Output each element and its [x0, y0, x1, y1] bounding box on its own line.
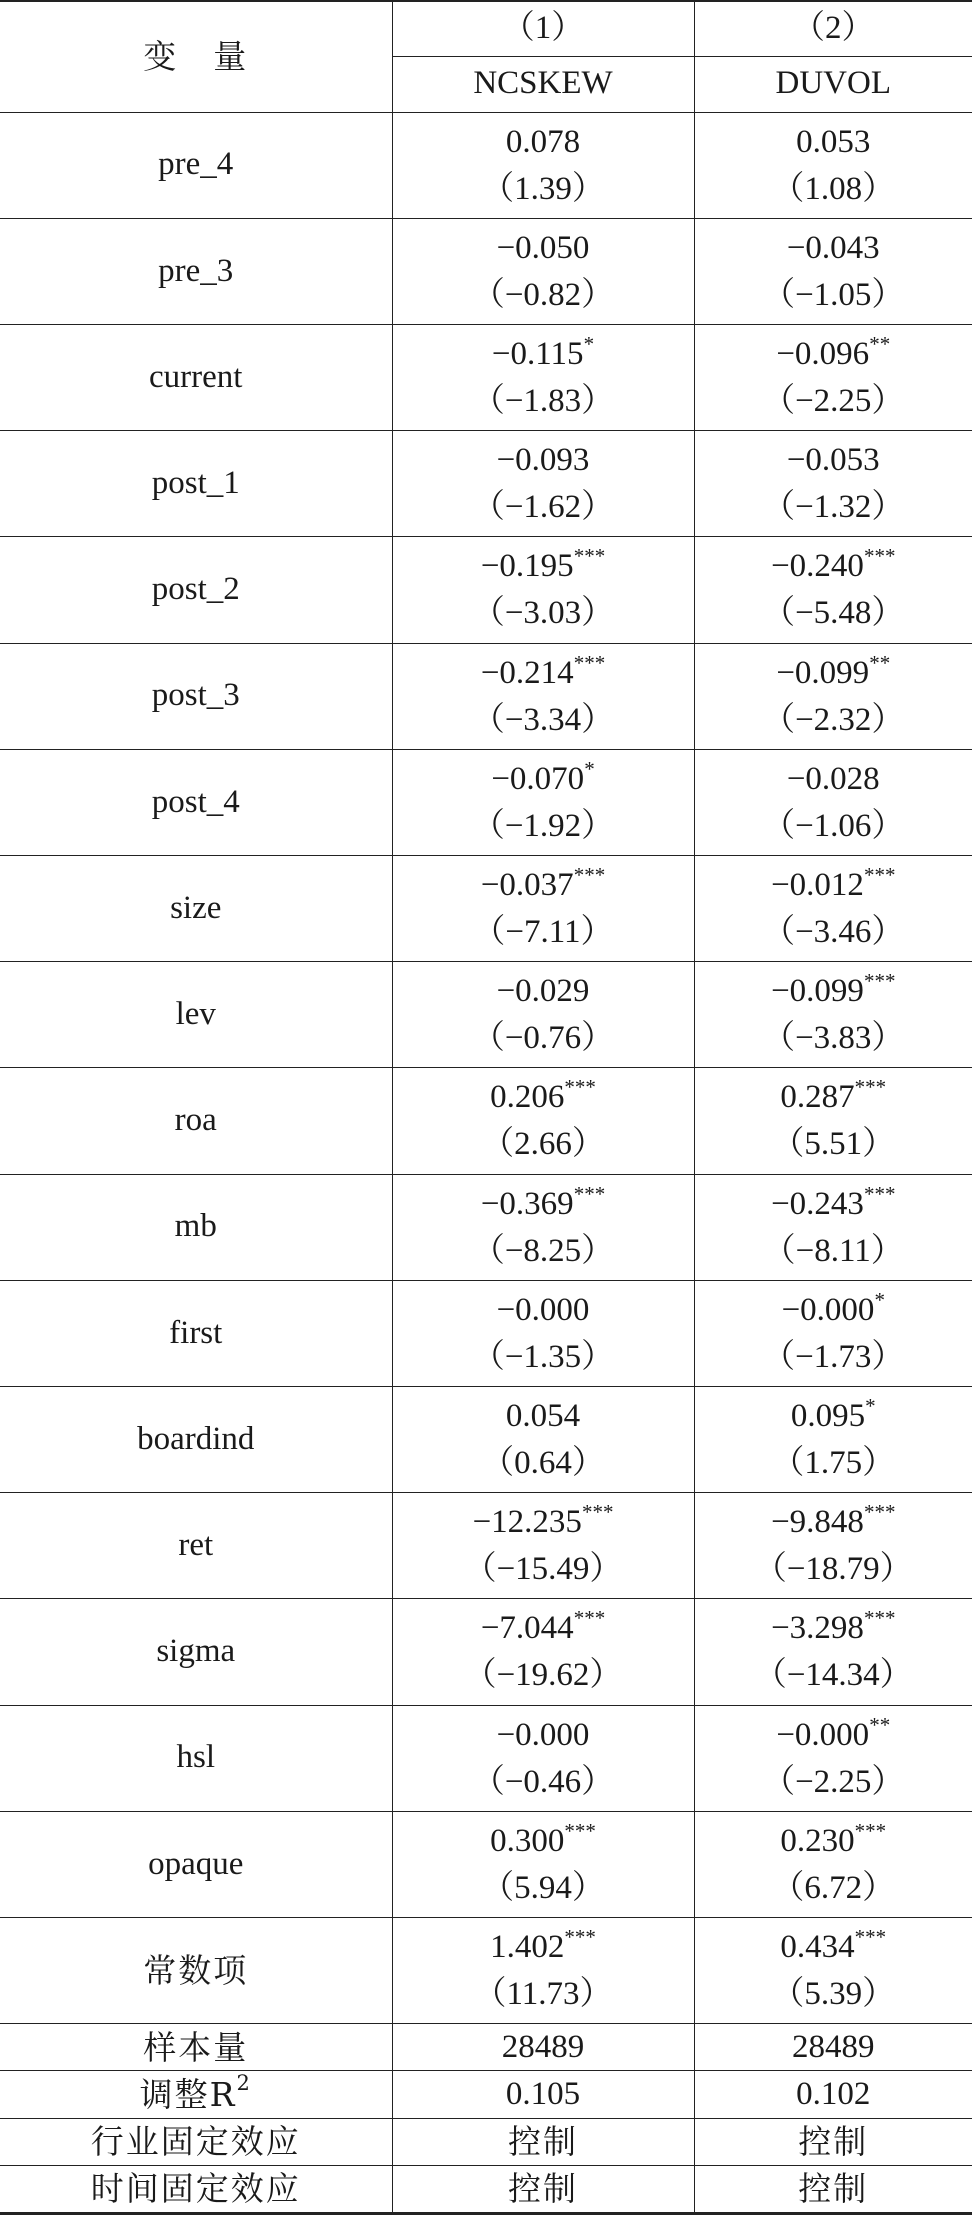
coefficient-value: −0.240 [771, 548, 864, 585]
coefficient-value: −0.115 [491, 336, 584, 372]
table-row [0, 1599, 972, 1705]
stat-row [0, 2071, 972, 2118]
header-row-index [0, 1, 972, 56]
stat-row [0, 2165, 972, 2213]
ncskew-cell [392, 324, 694, 430]
ncskew-cell [392, 749, 694, 855]
t-statistic: （−2.32） [762, 701, 905, 738]
variable-name: roa [0, 1068, 392, 1174]
ncskew-cell [392, 962, 694, 1068]
coefficient-line [695, 1819, 972, 1866]
stat-label-text: 样本量 [143, 2027, 249, 2067]
ncskew-cell [392, 537, 694, 643]
stat-label [0, 2118, 392, 2165]
variable-name: current [0, 324, 392, 430]
significance-stars: *** [564, 1818, 596, 1843]
table-row [0, 1174, 972, 1280]
coefficient-line [695, 969, 972, 1016]
variable-name: sigma [0, 1599, 392, 1705]
coefficient-line [393, 120, 694, 167]
stat-label [0, 2071, 392, 2118]
duvol-stat: 28489 [694, 2024, 972, 2071]
t-statistic: （−15.49） [463, 1551, 623, 1588]
duvol-cell [694, 749, 972, 855]
variable-header: 变 量 [0, 1, 392, 112]
duvol-cell [694, 1705, 972, 1811]
coefficient-line [393, 1288, 694, 1335]
duvol-stat: 控制 [694, 2165, 972, 2213]
table-row [0, 1068, 972, 1174]
table-body [0, 112, 972, 2214]
ncskew-cell [392, 112, 694, 218]
stat-label-text: 调整R [139, 2074, 237, 2114]
table-row [0, 537, 972, 643]
significance-stars: *** [573, 1181, 606, 1206]
coefficient-line [393, 544, 694, 591]
significance-stars: *** [573, 1606, 606, 1631]
t-statistic: （−2.25） [762, 383, 905, 419]
variable-name: opaque [0, 1811, 392, 1917]
significance-stars: *** [863, 1606, 896, 1631]
significance-stars: * [865, 1394, 876, 1419]
coefficient-value: 1.402 [490, 1929, 565, 1966]
ncskew-cell [392, 1493, 694, 1599]
coefficient-line [393, 651, 694, 698]
duvol-cell [694, 537, 972, 643]
significance-stars: *** [854, 1925, 887, 1950]
coefficient-value: 0.095 [790, 1398, 866, 1435]
table-row [0, 1917, 972, 2023]
t-statistic: （−3.83） [762, 1020, 905, 1057]
coefficient-line [393, 332, 694, 379]
coefficient-line [695, 1182, 972, 1229]
coefficient-line [393, 1182, 694, 1229]
t-statistic: （−1.35） [471, 1338, 615, 1375]
col2-name: DUVOL [694, 56, 972, 112]
coefficient-value: −0.099 [776, 654, 870, 691]
stat-row [0, 2024, 972, 2071]
coefficient-line [393, 757, 694, 804]
table-row [0, 749, 972, 855]
coefficient-line [695, 120, 972, 167]
t-statistic: （−3.34） [471, 701, 615, 738]
table-row [0, 218, 972, 324]
duvol-cell [694, 1068, 972, 1174]
significance-stars: *** [863, 1181, 896, 1206]
coefficient-value: −0.093 [496, 442, 590, 479]
coefficient-value: −0.243 [771, 1185, 864, 1222]
t-statistic: （1.39） [481, 170, 605, 207]
t-statistic: （1.08） [771, 170, 896, 207]
variable-name: 常数项 [0, 1917, 392, 2023]
duvol-cell [694, 855, 972, 961]
table-row [0, 1493, 972, 1599]
duvol-cell [694, 643, 972, 749]
variable-name: mb [0, 1174, 392, 1280]
variable-name: post_1 [0, 431, 392, 537]
coefficient-line [695, 1075, 972, 1122]
duvol-cell [694, 1599, 972, 1705]
coefficient-value: −0.070 [491, 760, 585, 797]
coefficient-value: 0.434 [780, 1929, 855, 1966]
t-statistic: （−7.11） [472, 914, 614, 951]
duvol-stat: 0.102 [694, 2071, 972, 2118]
stat-label-text: 时间固定效应 [90, 2169, 301, 2209]
t-statistic: （−1.73） [762, 1338, 905, 1375]
ncskew-cell [392, 1599, 694, 1705]
coefficient-line [695, 757, 972, 804]
ncskew-stat: 0.105 [392, 2071, 694, 2118]
significance-stars: ** [869, 650, 891, 675]
table-row [0, 324, 972, 430]
duvol-cell [694, 1917, 972, 2023]
table-header [0, 1, 972, 112]
t-statistic: （−3.46） [762, 914, 905, 951]
t-statistic: （−18.79） [753, 1551, 913, 1588]
coefficient-line [393, 226, 694, 273]
coefficient-value: 0.078 [505, 123, 581, 160]
duvol-cell [694, 1280, 972, 1386]
coefficient-value: −3.298 [771, 1610, 864, 1647]
ncskew-cell [392, 643, 694, 749]
ncskew-cell [392, 1174, 694, 1280]
variable-name: lev [0, 962, 392, 1068]
superscript: 2 [236, 2070, 252, 2095]
table-row [0, 1280, 972, 1386]
variable-name: first [0, 1280, 392, 1386]
coefficient-line [393, 1606, 694, 1653]
ncskew-cell [392, 1917, 694, 2023]
col2-index: （2） [694, 1, 972, 56]
significance-stars: * [874, 1287, 885, 1312]
table-row [0, 643, 972, 749]
ncskew-cell [392, 1811, 694, 1917]
variable-name: post_3 [0, 643, 392, 749]
coefficient-value: −9.848 [771, 1504, 864, 1541]
coefficient-value: −0.096 [776, 336, 870, 372]
coefficient-value: −0.028 [786, 760, 880, 797]
coefficient-value: −0.053 [786, 442, 880, 479]
ncskew-stat: 28489 [392, 2024, 694, 2071]
coefficient-line [393, 1500, 694, 1547]
coefficient-value: −0.000 [496, 1716, 590, 1753]
coefficient-value: −0.012 [771, 867, 864, 904]
table-row [0, 962, 972, 1068]
significance-stars: *** [863, 969, 896, 994]
t-statistic: （−0.76） [471, 1020, 615, 1057]
significance-stars: *** [854, 1818, 887, 1843]
coefficient-value: −0.029 [496, 973, 590, 1010]
t-statistic: （6.72） [771, 1869, 896, 1906]
t-statistic: （−2.25） [762, 1763, 905, 1800]
duvol-cell [694, 1386, 972, 1492]
stat-row [0, 2118, 972, 2165]
col1-name: NCSKEW [392, 56, 694, 112]
variable-name: pre_3 [0, 218, 392, 324]
significance-stars: ** [869, 332, 891, 356]
coefficient-value: −0.369 [480, 1185, 574, 1222]
significance-stars: *** [573, 544, 606, 569]
t-statistic: （−1.83） [471, 383, 615, 419]
t-statistic: （5.39） [771, 1976, 896, 2013]
coefficient-value: 0.300 [490, 1822, 565, 1859]
t-statistic: （−1.62） [471, 489, 615, 526]
coefficient-value: −7.044 [480, 1610, 574, 1647]
duvol-cell [694, 218, 972, 324]
t-statistic: （−8.11） [762, 1232, 904, 1269]
coefficient-value: −0.214 [480, 654, 574, 691]
t-statistic: （−1.32） [762, 489, 905, 526]
duvol-cell [694, 112, 972, 218]
coefficient-value: −0.099 [771, 973, 864, 1010]
coefficient-value: 0.230 [780, 1822, 855, 1859]
significance-stars: *** [581, 1500, 614, 1525]
t-statistic: （5.94） [481, 1869, 605, 1906]
coefficient-value: −0.000 [776, 1716, 870, 1753]
coefficient-line [695, 544, 972, 591]
significance-stars: *** [863, 863, 896, 888]
ncskew-cell [392, 1280, 694, 1386]
coefficient-line [695, 863, 972, 910]
significance-stars: ** [869, 1712, 891, 1737]
coefficient-line [393, 1075, 694, 1122]
ncskew-cell [392, 1386, 694, 1492]
significance-stars: *** [863, 1500, 896, 1525]
t-statistic: （−14.34） [753, 1657, 913, 1694]
coefficient-value: −0.037 [480, 867, 574, 904]
variable-name: boardind [0, 1386, 392, 1492]
coefficient-line [393, 1925, 694, 1972]
coefficient-line [393, 1713, 694, 1760]
t-statistic: （−0.82） [471, 276, 615, 313]
duvol-cell [694, 431, 972, 537]
variable-name: ret [0, 1493, 392, 1599]
table-row [0, 1811, 972, 1917]
coefficient-line [695, 226, 972, 273]
coefficient-value: −0.043 [786, 229, 880, 266]
duvol-stat: 控制 [694, 2118, 972, 2165]
coefficient-line [695, 438, 972, 485]
t-statistic: （1.75） [771, 1445, 896, 1482]
coefficient-value: 0.054 [505, 1398, 581, 1435]
coefficient-line [695, 1713, 972, 1760]
table-row [0, 431, 972, 537]
t-statistic: （−3.03） [471, 595, 615, 632]
variable-name: pre_4 [0, 112, 392, 218]
t-statistic: （−19.62） [463, 1657, 623, 1694]
coefficient-value: −0.050 [496, 229, 590, 266]
ncskew-cell [392, 1068, 694, 1174]
ncskew-cell [392, 431, 694, 537]
significance-stars: *** [573, 863, 606, 888]
table-row [0, 112, 972, 218]
t-statistic: （−1.92） [471, 807, 615, 844]
coefficient-value: 0.287 [780, 1079, 855, 1116]
duvol-cell [694, 1811, 972, 1917]
t-statistic: （−8.25） [471, 1232, 615, 1269]
coefficient-value: −0.195 [480, 548, 574, 585]
stat-label [0, 2024, 392, 2071]
variable-name: post_2 [0, 537, 392, 643]
coefficient-value: −12.235 [472, 1504, 582, 1541]
significance-stars: *** [573, 650, 606, 675]
coefficient-line [393, 863, 694, 910]
t-statistic: （2.66） [481, 1126, 605, 1163]
coefficient-line [695, 1500, 972, 1547]
ncskew-stat: 控制 [392, 2118, 694, 2165]
coefficient-value: 0.206 [490, 1079, 565, 1116]
variable-name: hsl [0, 1705, 392, 1811]
t-statistic: （11.73） [473, 1976, 613, 2013]
ncskew-cell [392, 218, 694, 324]
ncskew-cell [392, 855, 694, 961]
stat-label-text: 行业固定效应 [90, 2121, 301, 2161]
variable-name: post_4 [0, 749, 392, 855]
coefficient-line [695, 332, 972, 379]
coefficient-line [393, 969, 694, 1016]
col1-index: （1） [392, 1, 694, 56]
stat-label [0, 2165, 392, 2213]
t-statistic: （5.51） [771, 1126, 896, 1163]
coefficient-line [695, 1288, 972, 1335]
coefficient-line [695, 1394, 972, 1441]
duvol-cell [694, 1493, 972, 1599]
coefficient-line [695, 1606, 972, 1653]
coefficient-line [695, 1925, 972, 1972]
t-statistic: （−5.48） [762, 595, 905, 632]
duvol-cell [694, 324, 972, 430]
t-statistic: （−0.46） [471, 1763, 615, 1800]
t-statistic: （0.64） [481, 1445, 605, 1482]
significance-stars: * [584, 756, 595, 781]
significance-stars: *** [564, 1075, 596, 1100]
t-statistic: （−1.05） [762, 276, 905, 313]
coefficient-line [393, 1394, 694, 1441]
table-row [0, 1705, 972, 1811]
variable-name: size [0, 855, 392, 961]
coefficient-line [393, 1819, 694, 1866]
t-statistic: （−1.06） [762, 807, 905, 844]
ncskew-cell [392, 1705, 694, 1811]
significance-stars: *** [564, 1925, 596, 1950]
ncskew-stat: 控制 [392, 2165, 694, 2213]
significance-stars: *** [854, 1075, 887, 1100]
table-row [0, 1386, 972, 1492]
coefficient-line [393, 438, 694, 485]
duvol-cell [694, 962, 972, 1068]
coefficient-value: −0.000 [781, 1291, 875, 1328]
duvol-cell [694, 1174, 972, 1280]
coefficient-value: −0.000 [496, 1291, 590, 1328]
coefficient-line [695, 651, 972, 698]
coefficient-value: 0.053 [796, 123, 871, 160]
table-row [0, 855, 972, 961]
significance-stars: *** [863, 544, 896, 569]
significance-stars: * [583, 332, 595, 356]
